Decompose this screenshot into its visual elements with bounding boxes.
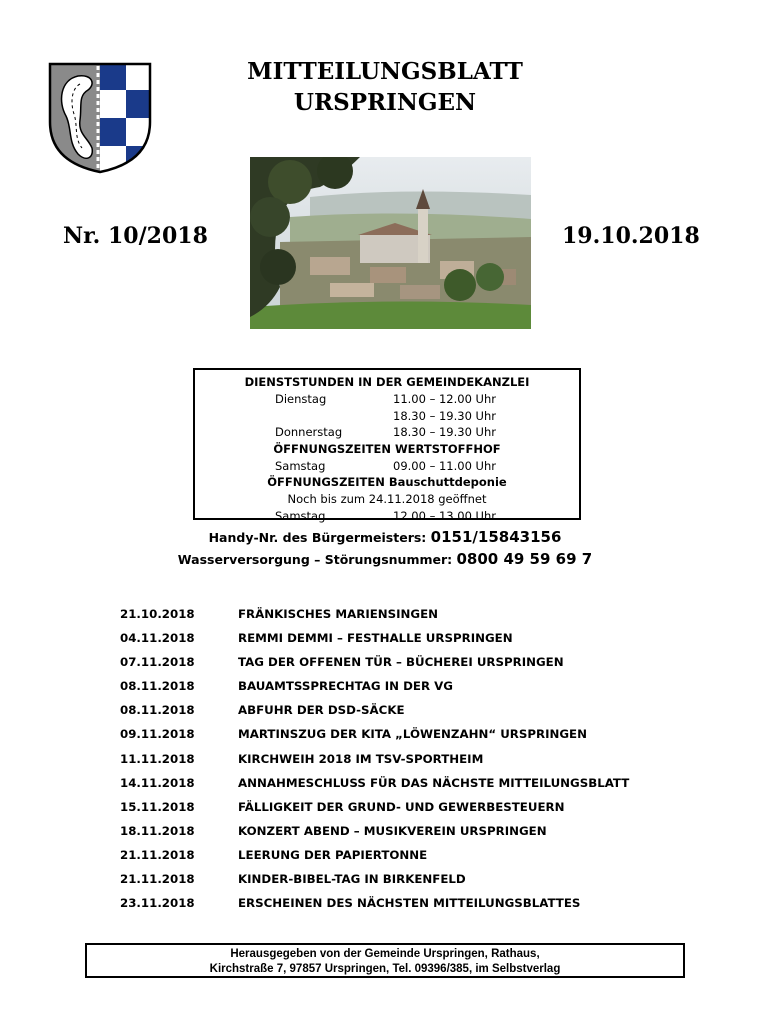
events-list: [120, 602, 680, 915]
event-row: [120, 891, 680, 915]
village-church-photo: [250, 157, 531, 329]
office-hours-time: 11.00 – 12.00 Uhr: [393, 392, 496, 406]
mayor-phone: [0, 528, 770, 546]
recycling-time: 09.00 – 11.00 Uhr: [393, 458, 496, 473]
event-date: 08.11.2018: [120, 679, 195, 694]
event-date: 23.11.2018: [120, 896, 195, 911]
event-date: 14.11.2018: [120, 775, 195, 790]
recycling-heading: ÖFFNUNGSZEITEN WERTSTOFFHOF: [273, 441, 501, 456]
event-date: 11.11.2018: [120, 751, 195, 766]
page-title: [200, 56, 570, 118]
footer-line-2: Kirchstraße 7, 97857 Urspringen, Tel. 09396/385, im Selbstverlag: [209, 963, 561, 975]
event-title: FÄLLIGKEIT DER GRUND- UND GEWERBESTEUERN: [238, 799, 565, 814]
event-row: [120, 795, 680, 819]
event-date: 08.11.2018: [120, 703, 195, 718]
event-date: 07.11.2018: [120, 655, 195, 670]
event-title: KIRCHWEIH 2018 IM TSV-SPORTHEIM: [238, 751, 484, 766]
event-date: 21.11.2018: [120, 872, 195, 887]
event-date: 04.11.2018: [120, 631, 195, 646]
publisher-footer: [85, 943, 685, 978]
office-hours-heading: DIENSTSTUNDEN IN DER GEMEINDEKANZLEI: [244, 375, 530, 389]
event-title: REMMI DEMMI – FESTHALLE URSPRINGEN: [238, 631, 513, 646]
office-hours-box: [193, 368, 581, 523]
event-date: 15.11.2018: [120, 799, 195, 814]
event-row: [120, 843, 680, 867]
mayor-phone-label: Handy-Nr. des Bürgermeisters:: [208, 530, 431, 545]
event-row: [120, 747, 680, 771]
office-hours-row: [195, 391, 579, 408]
office-hours-time: 18.30 – 19.30 Uhr: [393, 408, 496, 423]
recycling-row: [195, 458, 579, 475]
event-date: 21.11.2018: [120, 847, 195, 862]
office-hours-day: Donnerstag: [275, 425, 343, 439]
coat-of-arms-icon: [48, 62, 152, 174]
event-row: [120, 602, 680, 626]
title-line-2: URSPRINGEN: [293, 89, 477, 116]
event-title: ANNAHMESCHLUSS FÜR DAS NÄCHSTE MITTEILUNGSBLATT: [238, 775, 630, 790]
event-title: ABFUHR DER DSD-SÄCKE: [238, 703, 405, 718]
water-phone-label: Wasserversorgung – Störungsnummer:: [177, 552, 457, 567]
event-title: ERSCHEINEN DES NÄCHSTEN MITTEILUNGSBLATTES: [238, 896, 581, 911]
event-row: [120, 626, 680, 650]
office-hours-row: [195, 424, 579, 441]
water-emergency-phone: [0, 550, 770, 568]
event-row: [120, 771, 680, 795]
event-row: [120, 650, 680, 674]
office-hours-time: 18.30 – 19.30 Uhr: [393, 425, 496, 439]
event-date: 18.11.2018: [120, 823, 195, 838]
event-title: KINDER-BIBEL-TAG IN BIRKENFELD: [238, 872, 466, 887]
event-title: KONZERT ABEND – MUSIKVEREIN URSPRINGEN: [238, 823, 547, 838]
event-row: [120, 698, 680, 722]
event-title: FRÄNKISCHES MARIENSINGEN: [238, 607, 439, 621]
issue-date: 19.10.2018: [562, 223, 700, 249]
event-title: LEERUNG DER PAPIERTONNE: [238, 847, 428, 862]
dump-row: [195, 508, 579, 525]
dump-note: Noch bis zum 24.11.2018 geöffnet: [287, 492, 487, 506]
event-row: [120, 867, 680, 891]
event-title: TAG DER OFFENEN TÜR – BÜCHEREI URSPRINGEN: [238, 655, 564, 670]
dump-time: 12.00 – 13.00 Uhr: [393, 508, 496, 523]
event-row: [120, 674, 680, 698]
office-hours-day: Dienstag: [275, 392, 327, 406]
event-title: BAUAMTSSPRECHTAG IN DER VG: [238, 679, 453, 694]
title-line-1: MITTEILUNGSBLATT: [247, 58, 523, 85]
footer-line-1: Herausgegeben von der Gemeinde Urspringen, Rathaus,: [230, 948, 540, 960]
event-row: [120, 722, 680, 746]
recycling-day: Samstag: [275, 458, 326, 473]
issue-number: Nr. 10/2018: [63, 223, 208, 249]
water-phone-number: 0800 49 59 69 7: [456, 550, 593, 568]
event-date: 09.11.2018: [120, 727, 195, 742]
dump-heading: ÖFFNUNGSZEITEN Bauschuttdeponie: [267, 475, 507, 489]
mayor-phone-number: 0151/15843156: [430, 528, 562, 546]
office-hours-row: [195, 408, 579, 425]
dump-day: Samstag: [275, 508, 326, 523]
event-date: 21.10.2018: [120, 607, 195, 621]
event-title: MARTINSZUG DER KITA „LÖWENZAHN“ URSPRINGEN: [238, 727, 587, 742]
event-row: [120, 819, 680, 843]
